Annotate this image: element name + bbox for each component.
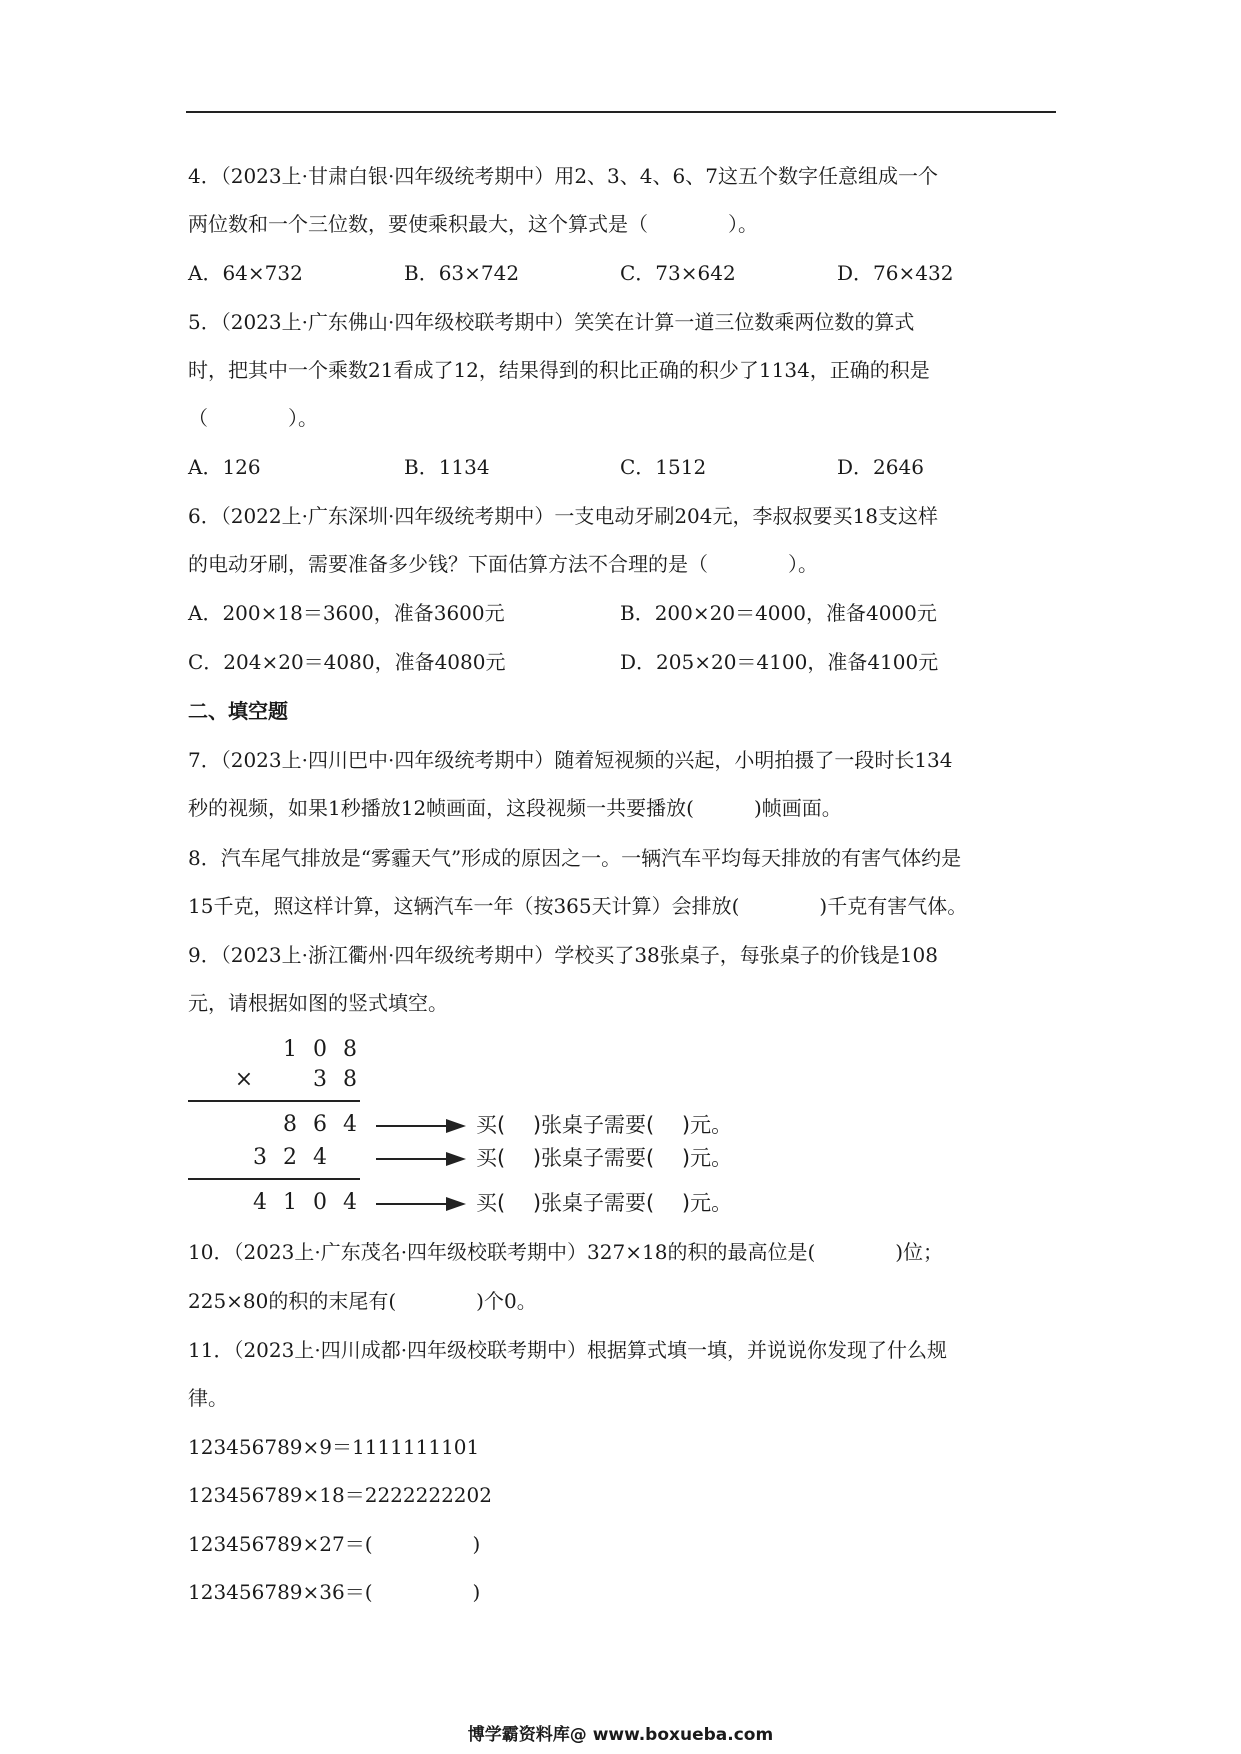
- calc-digit: 0: [313, 1037, 327, 1062]
- calc-digit: 2: [283, 1145, 297, 1170]
- q5-option-b: B．1134: [404, 455, 490, 479]
- calc-digit: 1: [283, 1037, 297, 1062]
- q6-option-a: A．200×18＝3600，准备3600元: [188, 601, 505, 625]
- q5-option-d: D．2646: [837, 455, 924, 479]
- calc-digit: 6: [313, 1112, 327, 1137]
- header-rule: [186, 111, 1056, 113]
- calc-digit: 3: [313, 1067, 327, 1092]
- arrow-right-icon: [376, 1149, 466, 1169]
- calc-digit: 8: [343, 1067, 357, 1092]
- q6-option-c: C．204×20＝4080，准备4080元: [188, 650, 506, 674]
- q5-line1: 5．（2023上·广东佛山·四年级校联考期中）笑笑在计算一道三位数乘两位数的算式: [188, 310, 915, 334]
- q6-option-d: D．205×20＝4100，准备4100元: [620, 650, 939, 674]
- q4-option-b: B．63×742: [404, 261, 520, 285]
- calc-digit: 1: [283, 1190, 297, 1215]
- q7-line2: 秒的视频，如果1秒播放12帧画面，这段视频一共要播放( )帧画面。: [188, 796, 842, 820]
- q11-equation-4: 123456789×36＝( ): [188, 1580, 481, 1604]
- q11-line2: 律。: [188, 1386, 228, 1410]
- calc-digit: 8: [343, 1037, 357, 1062]
- q4-option-a: A．64×732: [188, 261, 303, 285]
- q5-line2: 时，把其中一个乘数21看成了12，结果得到的积比正确的积少了1134，正确的积是: [188, 358, 930, 382]
- times-sign: ×: [234, 1067, 254, 1092]
- calc-digit: 3: [253, 1145, 267, 1170]
- q5-option-a: A．126: [188, 455, 261, 479]
- calc-digit: 8: [283, 1112, 297, 1137]
- q11-equation-3: 123456789×27＝( ): [188, 1532, 481, 1556]
- q8-line1: 8．汽车尾气排放是“雾霾天气”形成的原因之一。一辆汽车平均每天排放的有害气体约是: [188, 846, 962, 870]
- q10-line2: 225×80的积的末尾有( )个0。: [188, 1289, 537, 1313]
- buy-blank-2: 买( )张桌子需要( )元。: [476, 1146, 733, 1170]
- q6-line1: 6．（2022上·广东深圳·四年级统考期中）一支电动牙刷204元，李叔叔要买18支这样: [188, 504, 938, 528]
- q7-line1: 7．（2023上·四川巴中·四年级统考期中）随着短视频的兴起，小明拍摄了一段时长134: [188, 748, 953, 772]
- section-heading: 二、填空题: [188, 699, 288, 723]
- q6-option-b: B．200×20＝4000，准备4000元: [620, 601, 937, 625]
- q4-line2: 两位数和一个三位数，要使乘积最大，这个算式是（ ）。: [188, 212, 758, 236]
- q11-equation-1: 123456789×9＝1111111101: [188, 1435, 480, 1459]
- q8-line2: 15千克，照这样计算，这辆汽车一年（按365天计算）会排放( )千克有害气体。: [188, 894, 968, 918]
- calc-rule: [188, 1100, 360, 1102]
- q4-option-c: C．73×642: [620, 261, 736, 285]
- q9-line1: 9．（2023上·浙江衢州·四年级统考期中）学校买了38张桌子，每张桌子的价钱是108: [188, 943, 938, 967]
- q5-option-c: C．1512: [620, 455, 707, 479]
- q11-line1: 11．（2023上·四川成都·四年级校联考期中）根据算式填一填，并说说你发现了什么规: [188, 1338, 948, 1362]
- q11-equation-2: 123456789×18＝2222222202: [188, 1483, 492, 1507]
- q9-line2: 元，请根据如图的竖式填空。: [188, 991, 448, 1015]
- calc-rule: [188, 1178, 360, 1180]
- q4-line1: 4．（2023上·甘肃白银·四年级统考期中）用2、3、4、6、7这五个数字任意组成一个: [188, 164, 938, 188]
- footer-watermark: 博学霸资料库@ www.boxueba.com: [467, 1725, 774, 1745]
- q10-line1: 10．（2023上·广东茂名·四年级校联考期中）327×18的积的最高位是( )位；: [188, 1240, 944, 1264]
- calc-digit: 4: [313, 1145, 327, 1170]
- calc-digit: 4: [343, 1112, 357, 1137]
- buy-blank-1: 买( )张桌子需要( )元。: [476, 1113, 733, 1137]
- calc-digit: 4: [343, 1190, 357, 1215]
- arrow-right-icon: [376, 1116, 466, 1136]
- calc-digit: 4: [253, 1190, 267, 1215]
- q4-option-d: D．76×432: [837, 261, 954, 285]
- buy-blank-3: 买( )张桌子需要( )元。: [476, 1191, 733, 1215]
- arrow-right-icon: [376, 1194, 466, 1214]
- q6-line2: 的电动牙刷，需要准备多少钱？下面估算方法不合理的是（ ）。: [188, 552, 818, 576]
- calc-digit: 0: [313, 1190, 327, 1215]
- q5-line3: （ ）。: [188, 406, 318, 430]
